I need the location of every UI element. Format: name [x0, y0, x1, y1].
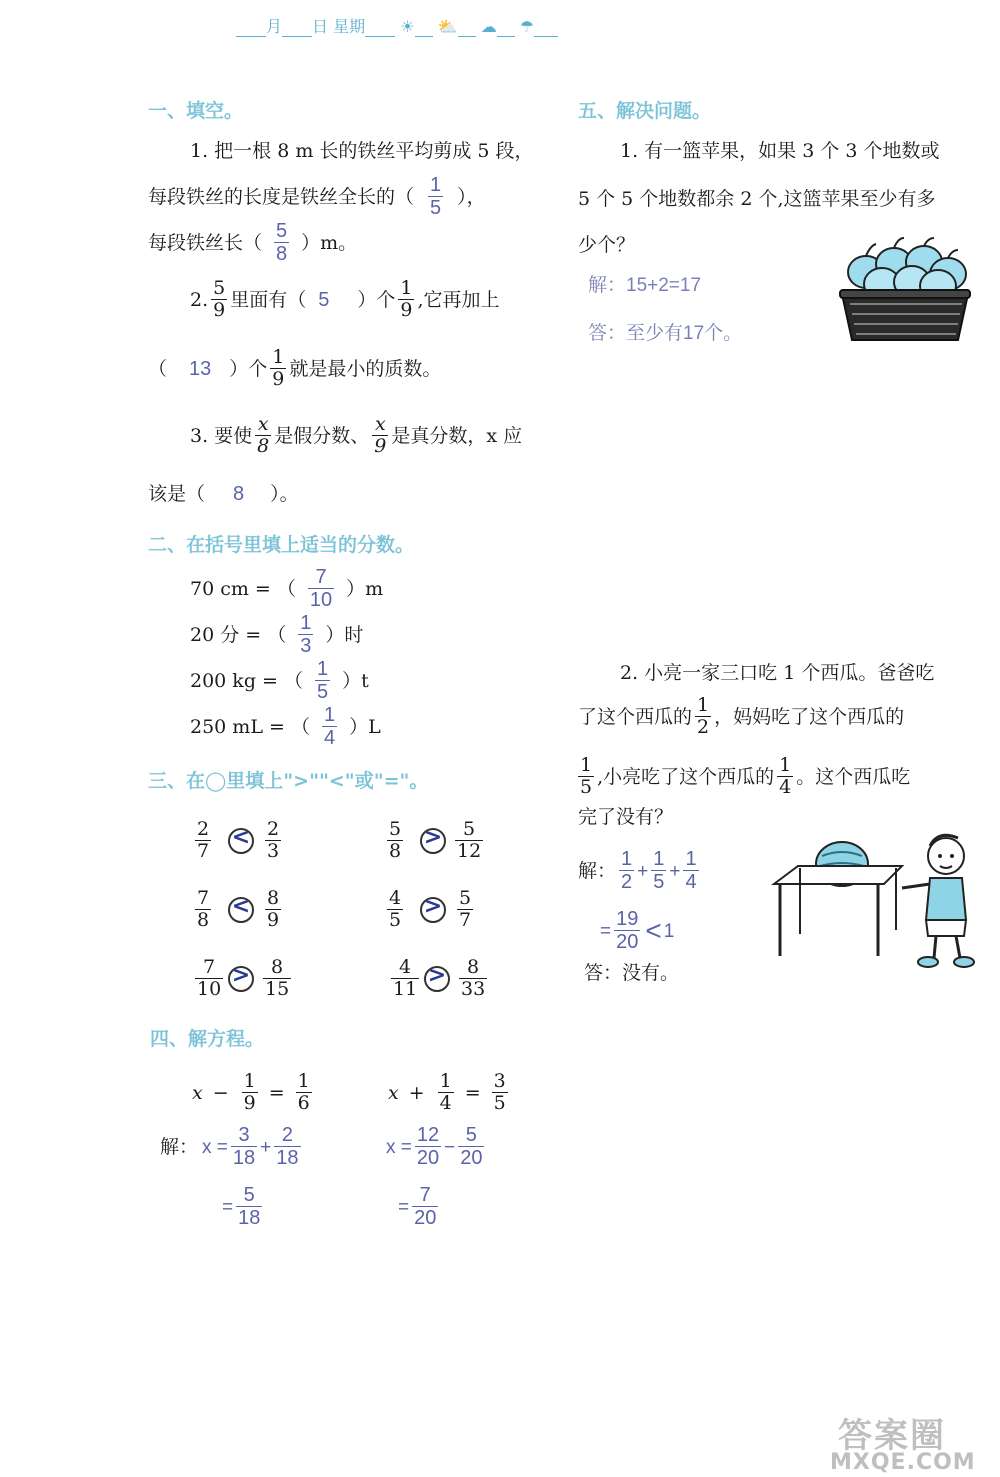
q2-line1: 2. $\frac{5}{9}$ 里面有（ 5 ）个 $\frac{1}{9}$ ,它再加上: [190, 277, 500, 321]
fraction: $\frac{1}{2}$: [621, 848, 633, 893]
q3-answer: 8: [233, 483, 245, 505]
fraction: $\frac{5}{9}$: [213, 277, 226, 321]
fraction: $\frac{3}{5}$: [493, 1070, 506, 1114]
compare-circle: >: [420, 897, 446, 923]
compare-circle: >: [420, 828, 446, 854]
fraction: $\frac{1}{4}$: [779, 754, 792, 798]
fraction: $\frac{x}{9}$: [374, 413, 387, 457]
solution-1-line2: = $\frac{5}{18}$: [222, 1184, 261, 1229]
fraction: $\frac{7}{8}$: [197, 887, 210, 931]
q1-line3: 每段铁丝长（ $\frac{5}{8}$ ）m。: [148, 220, 358, 265]
q1-answer-fraction-2: $\frac{5}{8}$: [276, 220, 288, 265]
conversion-answer: $\frac{1}{3}$: [300, 612, 312, 657]
comparison-item: [192, 956, 302, 1004]
equation-1: x − $\frac{1}{9}$ = $\frac{1}{6}$: [192, 1070, 310, 1114]
fraction: $\frac{2}{18}$: [276, 1124, 299, 1169]
fraction: $\frac{5}{20}$: [460, 1124, 483, 1169]
fraction: $\frac{7}{20}$: [414, 1184, 437, 1229]
p2-answer: 答：没有。: [584, 962, 680, 984]
fraction: $\frac{1}{4}$: [685, 848, 697, 893]
fraction: $\frac{5}{12}$: [457, 818, 482, 862]
q3-line1: 3. 要使 $\frac{x}{8}$ 是假分数、 $\frac{x}{9}$ 是真分数，x 应: [190, 413, 523, 457]
fraction: $\frac{2}{3}$: [267, 818, 280, 862]
fraction: $\frac{5}{18}$: [238, 1184, 261, 1229]
fraction: $\frac{3}{18}$: [232, 1124, 256, 1169]
fraction: $\frac{7}{10}$: [197, 956, 222, 1000]
fraction: $\frac{1}{9}$: [272, 346, 285, 390]
conversion-answer: $\frac{1}{5}$: [316, 658, 329, 703]
conversion-row: 250 mL = （ $\frac{1}{4}$ ）L: [190, 704, 381, 749]
apple-basket-illustration: [836, 236, 974, 344]
p1-line1: 1. 有一篮苹果，如果 3 个 3 个地数或: [620, 140, 940, 162]
conversion-answer: $\frac{7}{10}$: [309, 566, 333, 611]
fraction: $\frac{5}{8}$: [389, 818, 402, 862]
fraction: $\frac{2}{7}$: [197, 818, 210, 862]
fraction: $\frac{1}{6}$: [297, 1070, 310, 1114]
fraction: $\frac{1}{4}$: [439, 1070, 452, 1114]
p2-line2: 了这个西瓜的 $\frac{1}{2}$ ，妈妈吃了这个西瓜的: [578, 694, 905, 738]
q2-answer-2: 13: [189, 358, 212, 380]
section-2-title: 二、在括号里填上适当的分数。: [148, 534, 415, 556]
p1-line3: 少个？: [578, 234, 636, 256]
fraction: $\frac{19}{20}$: [616, 908, 639, 953]
fraction: $\frac{12}{20}$: [416, 1124, 440, 1169]
day-label: 日: [312, 17, 329, 36]
equation-2: x + $\frac{1}{4}$ = $\frac{3}{5}$: [388, 1070, 506, 1114]
rain-icon: ☂: [519, 17, 535, 36]
q3-line2: 该是（ 8 ）。: [148, 482, 299, 505]
p2-line1: 2. 小亮一家三口吃 1 个西瓜。爸爸吃: [620, 662, 935, 684]
conversion-row: 70 cm = （ $\frac{7}{10}$ ）m: [190, 566, 384, 611]
fraction: $\frac{8}{15}$: [265, 956, 290, 1000]
compare-circle: <: [228, 897, 254, 923]
solution-1-line1: 解： x = $\frac{3}{18}$ + $\frac{2}{18}$: [160, 1124, 299, 1169]
p2-solution-line2: = $\frac{19}{20}$ < 1: [600, 908, 675, 953]
fraction: $\frac{1}{9}$: [243, 1070, 256, 1114]
table-and-boy-illustration: [770, 826, 975, 976]
conversion-row: 20 分 = （ $\frac{1}{3}$ ）时: [190, 612, 364, 657]
comparison-item: [384, 887, 494, 935]
p2-line3: $\frac{1}{5}$ ,小亮吃了这个西瓜的 $\frac{1}{4}$ 。这个西瓜吃: [580, 754, 911, 798]
section-5-title: 五、解决问题。: [578, 100, 712, 122]
fraction: $\frac{5}{7}$: [459, 887, 472, 931]
solution-2-line2: = $\frac{7}{20}$: [398, 1184, 437, 1229]
solution-2-line1: x = $\frac{12}{20}$ − $\frac{5}{20}$: [386, 1124, 483, 1169]
section-3-title: 三、在◯里填上">""<"或"="。: [148, 770, 429, 792]
fraction: $\frac{4}{5}$: [389, 887, 402, 931]
q1-answer-fraction: $\frac{1}{5}$: [430, 174, 442, 219]
comparison-item: [192, 818, 302, 866]
q1-line2: 每段铁丝的长度是铁丝全长的（ $\frac{1}{5}$ ），: [148, 174, 486, 219]
sun-icon: ☀: [400, 17, 415, 36]
fraction: $\frac{8}{9}$: [267, 887, 280, 931]
q2-line2: （ 13 ）个 $\frac{1}{9}$ 就是最小的质数。: [148, 346, 442, 390]
p1-solution: 解：15+2=17: [588, 275, 702, 296]
comparison-item: [192, 887, 302, 935]
cloud-icon: ☁: [480, 17, 497, 36]
fraction: $\frac{1}{5}$: [653, 848, 665, 893]
compare-circle: >: [424, 966, 450, 992]
cloud-sun-icon: ⛅: [437, 17, 458, 36]
fraction: $\frac{4}{11}$: [393, 956, 418, 1000]
p1-line2: 5 个 5 个地数都余 2 个,这篮苹果至少有多: [578, 188, 936, 210]
p1-answer: 答：至少有17个。: [588, 323, 743, 344]
q2-answer-1: 5: [318, 289, 330, 311]
fraction: $\frac{1}{5}$: [580, 754, 593, 798]
section-4-title: 四、解方程。: [150, 1028, 265, 1050]
fraction: $\frac{x}{8}$: [257, 413, 270, 457]
weekday-label: 星期: [333, 17, 366, 36]
p2-line4: 完了没有？: [578, 806, 674, 828]
q1-line1: 1. 把一根 8 m 长的铁丝平均剪成 5 段，: [190, 140, 534, 162]
section-1-title: 一、填空。: [148, 100, 244, 122]
p2-solution-line1: 解： $\frac{1}{2}$ + $\frac{1}{5}$ + $\frac{1}{4}$: [578, 848, 697, 893]
compare-circle: <: [228, 828, 254, 854]
comparison-item: [384, 818, 494, 866]
fraction: $\frac{1}{9}$: [400, 277, 413, 321]
watermark-url: MXQE.COM: [830, 1450, 976, 1475]
conversion-row: 200 kg = （ $\frac{1}{5}$ ）t: [190, 658, 369, 703]
fraction: $\frac{8}{33}$: [461, 956, 486, 1000]
compare-circle: >: [228, 966, 254, 992]
conversion-answer: $\frac{1}{4}$: [323, 704, 336, 749]
watermark-logo: 答案圈: [838, 1416, 946, 1456]
month-label: 月: [266, 17, 283, 36]
date-header: [236, 14, 558, 37]
fraction: $\frac{1}{2}$: [697, 694, 710, 738]
comparison-item: [388, 956, 498, 1004]
